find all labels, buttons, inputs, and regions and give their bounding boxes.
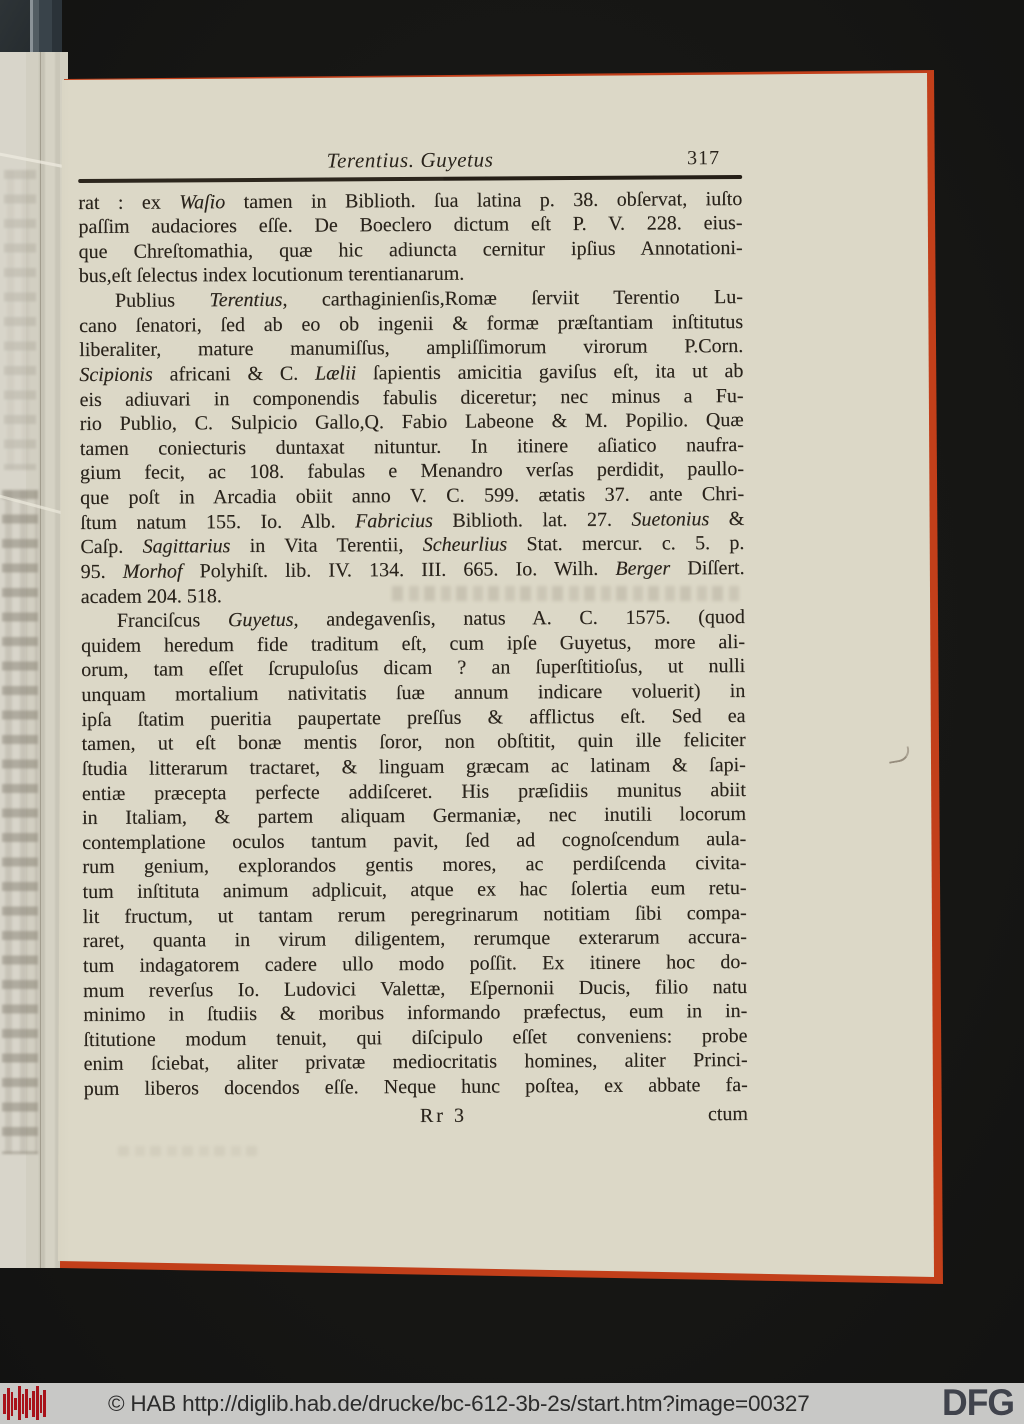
page-header — [78, 146, 742, 179]
text-line: que Chreſtomathia, quæ hic adiuncta cernitur ipſius Annotationi- — [78, 236, 743, 263]
show-through-text — [118, 1146, 258, 1156]
text-line: raret, quanta in virum diligentem, rerumque exterarum accura- — [82, 926, 747, 953]
text-line: Caſp. Sagittarius in Vita Terentii, Scheurlius Stat. mercur. c. 5. p. — [80, 532, 745, 559]
text-line: contemplatione oculos tantum pavit, ſed ad cognoſcendum aula- — [82, 827, 747, 854]
facing-page-ghost-text — [4, 170, 36, 470]
text-line: ipſa ſtatim pueritia paupertate preſſus & afflictus eſt. Sed ea — [81, 704, 746, 731]
facing-page-ghost-text — [2, 490, 38, 1154]
text-line: rat : ex Waſio tamen in Biblioth. ſua latina p. 38. obſervat, iuſto — [78, 187, 743, 214]
footer-url: © HAB http://diglib.hab.de/drucke/bc-612-3b-2s/start.htm?image=00327 — [108, 1390, 810, 1416]
text-line: rum genium, explorandos gentis mores, ac perdiſcenda civita- — [82, 852, 747, 879]
facing-page-edge — [0, 52, 68, 1268]
text-line: 95. Morhof Polyhiſt. lib. IV. 134. III. 665. Io. Wilh. Berger Diſſert. — [80, 556, 745, 583]
text-line: tamen, ut eſt bonæ mentis ſoror, non obſtitit, quin ille feliciter — [81, 729, 746, 756]
signature-row — [84, 1103, 748, 1133]
text-line: rio Publio, C. Sulpicio Gallo,Q. Fabio Labeone & M. Popilio. Quæ — [79, 409, 744, 436]
text-line: ſtum natum 155. Io. Alb. Fabricius Biblioth. lat. 27. Suetonius & — [80, 507, 745, 534]
page-content — [78, 146, 748, 1133]
text-line: eis adiuvari in componendis fabulis diceretur; nec minus a Fu- — [79, 384, 744, 411]
text-line: ſtitutione modum tenuit, qui diſcipulo eſſet conveniens: probe — [83, 1024, 748, 1051]
text-line: in Italiam, & partem aliquam Germaniæ, nec inutili locorum — [82, 803, 747, 830]
text-line: lit fructum, ut tantam rerum peregrinarum notitiam ſibi compa- — [82, 901, 747, 928]
text-line: que poſt in Arcadia obiit anno V. C. 599. ætatis 37. ante Chri- — [80, 482, 745, 510]
hab-logo-icon — [2, 1385, 50, 1422]
text-line: pum liberos docendos eſſe. Neque hunc poſtea, ex abbate fa- — [83, 1073, 748, 1101]
text-line: gium fecit, ac 108. fabulas e Menandro verſas perdidit, paullo- — [79, 458, 745, 485]
text-line: entiæ præcepta perfecte addiſceret. His præſidiis munitus abiit — [81, 778, 746, 805]
text-line: bus,eſt ſelectus index locutionum terentianarum. — [78, 263, 465, 288]
text-line: enim ſciebat, aliter privatæ mediocritatis homines, aliter Princi- — [83, 1049, 748, 1076]
text-line: academ 204. 518. — [80, 584, 222, 608]
signature-mark: Rr 3 — [419, 1104, 467, 1127]
text-line: paſſim audaciores eſſe. De Boeclero dictum eſt P. V. 228. eius- — [78, 212, 743, 239]
text-line: tamen coniecturis duntaxat nituntur. In itinere aſiatico naufra- — [79, 433, 744, 460]
text-line: cano ſenatori, ſed ab eo ob ingenii & formæ præſtantiam inſtitutus — [79, 310, 744, 337]
text-line: ſtudia litterarum tractaret, & linguam græcam ac latinam & ſapi- — [81, 753, 746, 780]
running-title: Terentius. Guyetus — [326, 147, 494, 173]
dfg-logo: DFG — [941, 1381, 1014, 1423]
text-line: quidem heredum fide traditum eſt, cum ipſe Guyetus, more ali- — [80, 630, 746, 657]
body-text — [78, 186, 748, 1101]
text-line: unquam mortalium nativitatis ſuæ annum indicare voluerit) in — [81, 679, 746, 707]
text-line: liberaliter, mature manumiſſus, ampliſſimorum virorum P.Corn. — [79, 335, 744, 362]
text-line: Franciſcus Guyetus, andegavenſis, natus A. C. 1575. (quod — [116, 606, 745, 632]
text-line: mum reverſus Io. Ludovici Valettæ, Eſpernonii Ducis, filio natu — [83, 975, 748, 1002]
page-number: 317 — [687, 147, 721, 170]
text-line: Publius Terentius, carthaginienſis,Romæ ſerviit Terentio Lu- — [114, 285, 743, 312]
text-line: tum inſtituta animum adplicuit, atque ex hac ſolertia eum retu- — [82, 876, 747, 904]
footer-bar — [0, 1383, 1024, 1424]
catchword: ctum — [707, 1102, 748, 1125]
text-line: Scipionis africani & C. Lælii ſapientis amicitia gaviſus eſt, ita ut ab — [79, 359, 744, 386]
text-line: orum, tam eſſet ſcrupuloſus dicam ? an ſuperſtitioſus, ut nulli — [81, 655, 746, 682]
text-line: tum indagatorem cadere ullo modo poſſit. Ex itinere hoc do- — [82, 950, 748, 977]
text-line: minimo in ſtudiis & moribus informando præfectus, eum in in- — [83, 1000, 748, 1027]
